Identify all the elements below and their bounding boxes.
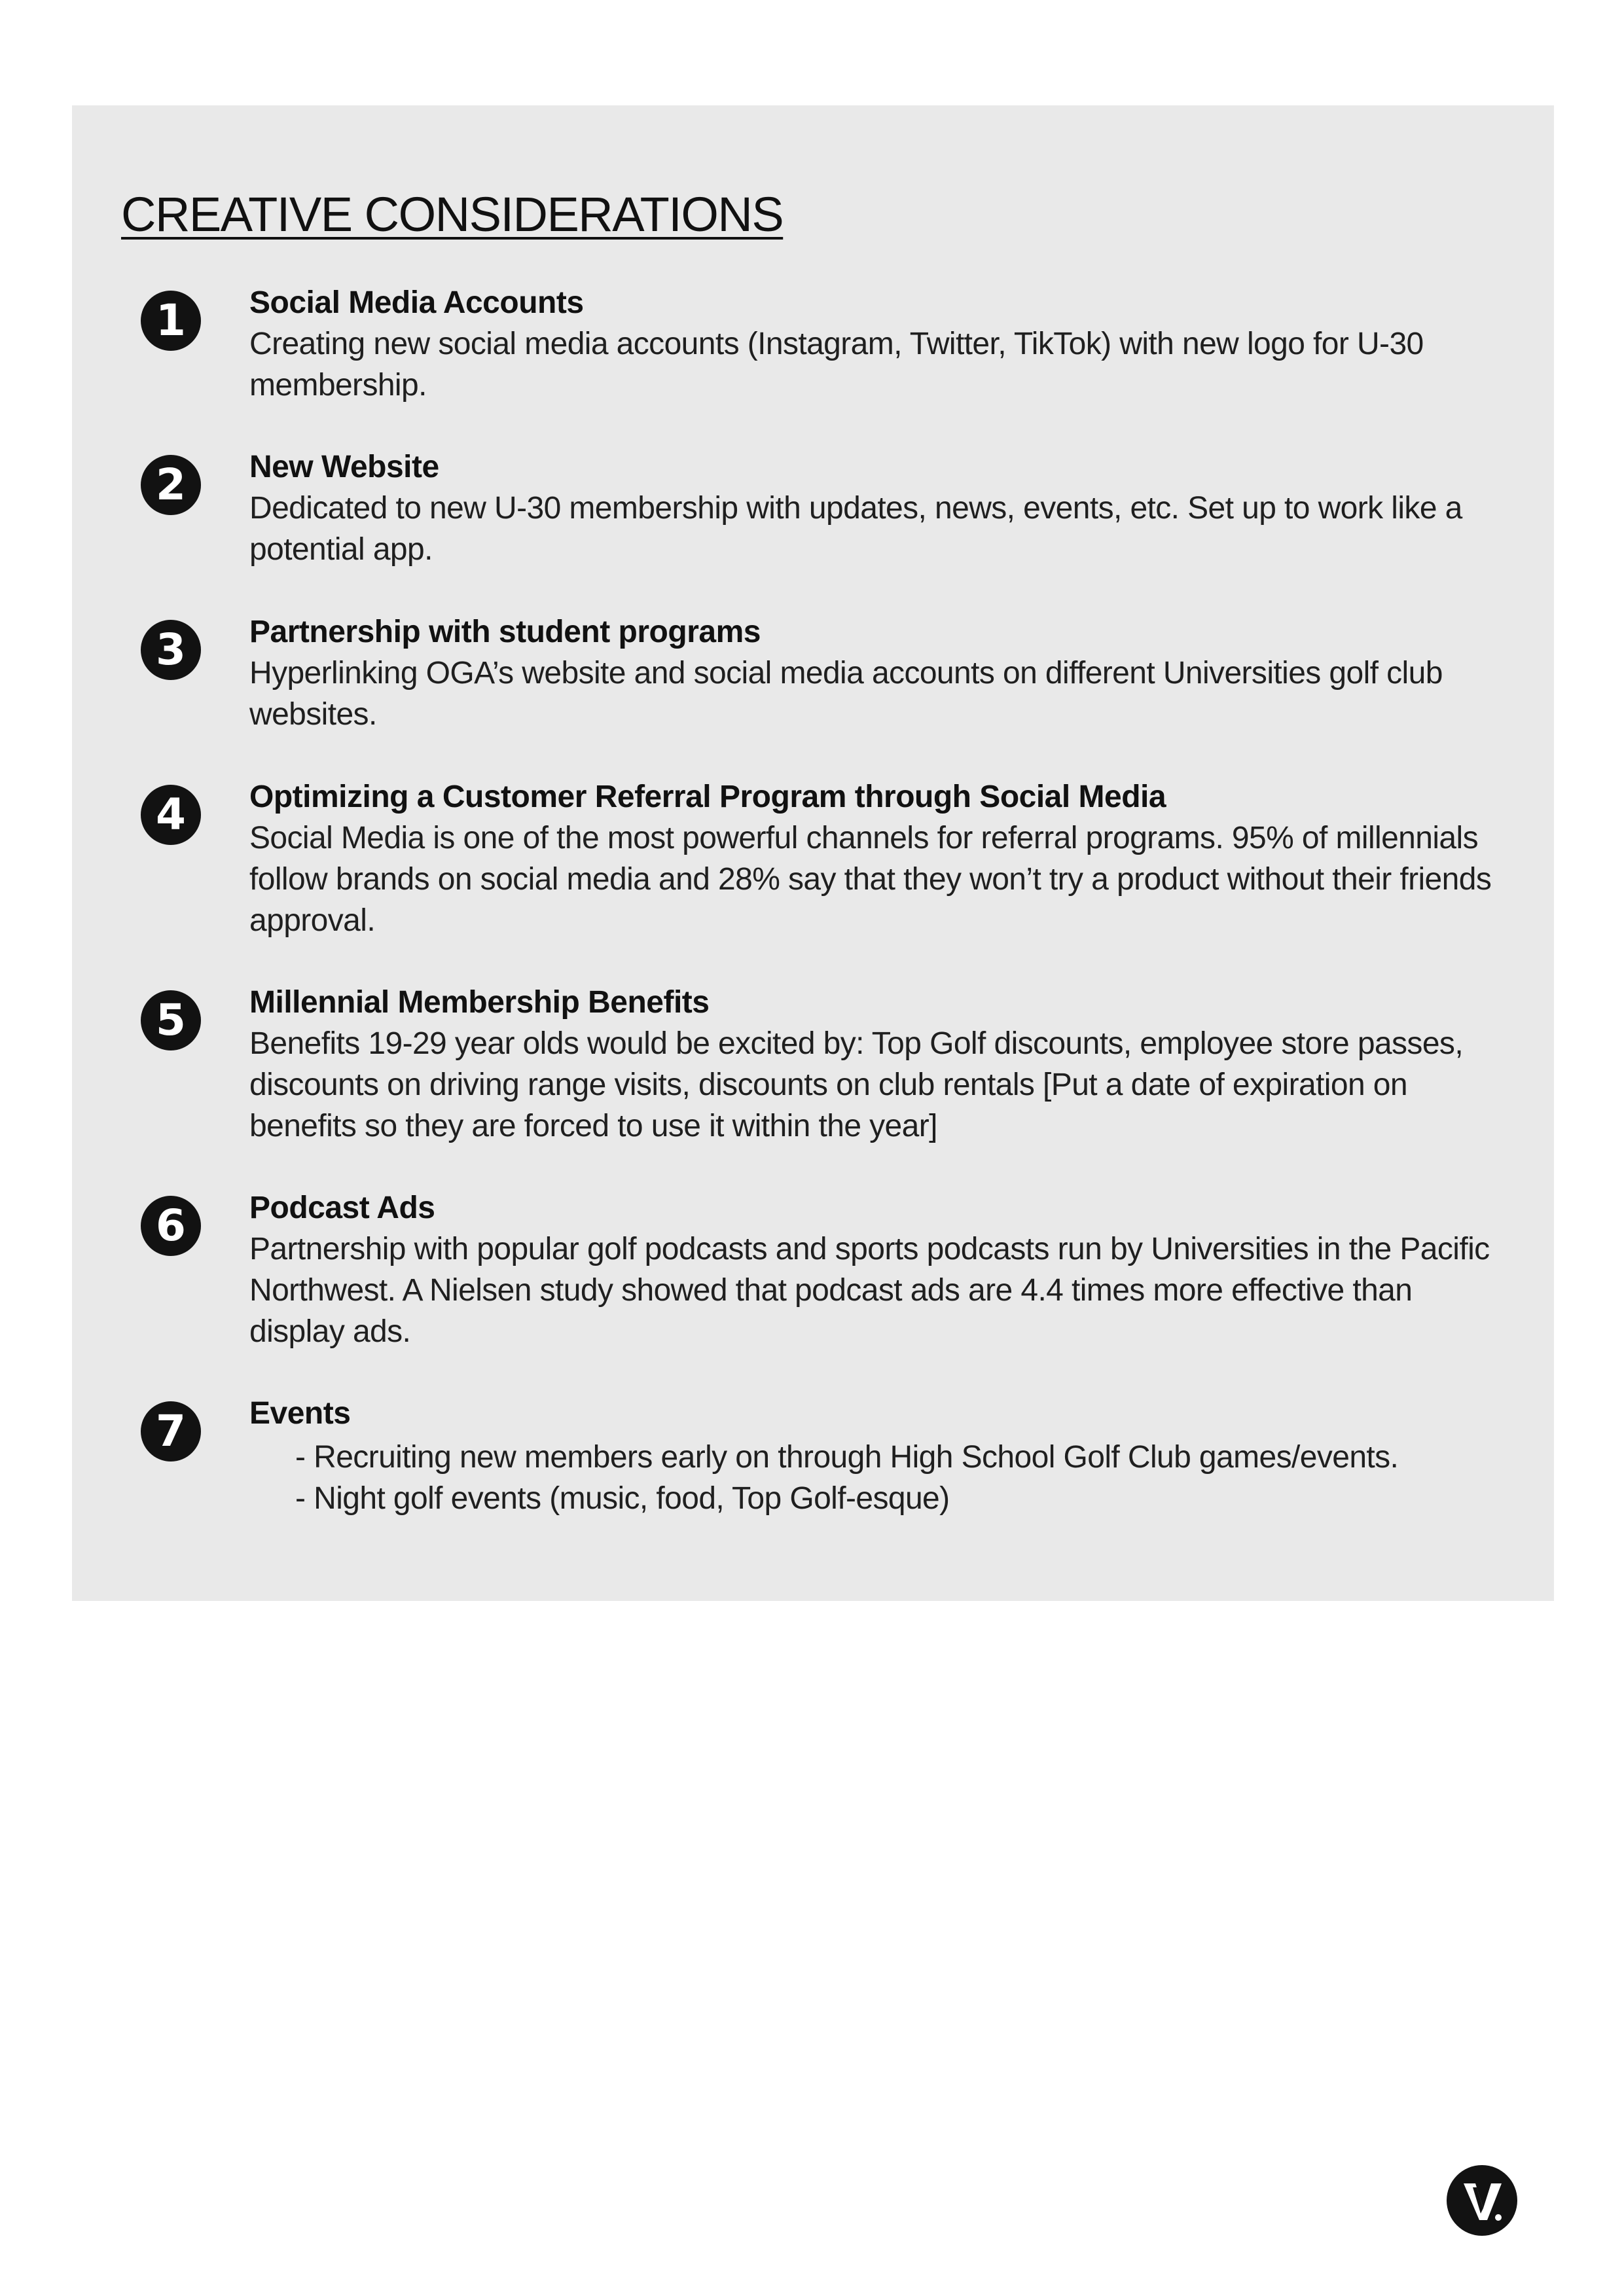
number-badge-icon: 4 — [141, 785, 201, 845]
number-badge-icon: 7 — [141, 1401, 201, 1462]
item-content — [249, 282, 1506, 406]
item-content — [249, 1187, 1506, 1352]
events-bullet-list — [249, 1437, 1506, 1519]
v-logo-icon — [1447, 2165, 1517, 2236]
item-title: Optimizing a Customer Referral Program through Social Media — [249, 780, 1166, 814]
number-badge-icon: 5 — [141, 990, 201, 1050]
item-content — [249, 1393, 1506, 1519]
item-title: Events — [249, 1396, 351, 1431]
item-content — [249, 982, 1506, 1147]
creative-considerations-panel — [72, 105, 1554, 1601]
item-body: Benefits 19-29 year olds would be excited by: Top Golf discounts, employee store passes, discounts on driving range visits, discounts on club rentals [Put a date of expiration on benefits so they are forced to use it within the year] — [249, 1026, 1464, 1143]
item-title: Podcast Ads — [249, 1191, 435, 1225]
number-badge-icon: 3 — [141, 620, 201, 680]
number-badge-icon: 2 — [141, 455, 201, 515]
item-body: Hyperlinking OGA’s website and social media accounts on different Universities golf club websites. — [249, 656, 1443, 732]
page-title: CREATIVE CONSIDERATIONS — [121, 187, 784, 242]
item-title: Social Media Accounts — [249, 285, 584, 320]
item-body: Creating new social media accounts (Instagram, Twitter, TikTok) with new logo for U-30 membership. — [249, 327, 1424, 403]
item-title: Millennial Membership Benefits — [249, 985, 710, 1020]
item-body: Social Media is one of the most powerful channels for referral programs. 95% of millennials follow brands on social media and 28% say that they won’t try a product without their friends approval. — [249, 821, 1492, 938]
item-title: Partnership with student programs — [249, 615, 761, 649]
number-badge-icon: 6 — [141, 1196, 201, 1256]
item-body: Partnership with popular golf podcasts and sports podcasts run by Universities in the Pacific Northwest. A Nielsen study showed that podcast ads are 4.4 times more effective than display ads. — [249, 1232, 1490, 1349]
item-content — [249, 776, 1506, 941]
list-item: - Recruiting new members early on through High School Golf Club games/events. — [295, 1437, 1506, 1478]
item-title: New Website — [249, 450, 439, 484]
item-body: Dedicated to new U-30 membership with updates, news, events, etc. Set up to work like a potential app. — [249, 491, 1462, 567]
item-content — [249, 611, 1506, 735]
item-content — [249, 446, 1506, 570]
number-badge-icon: 1 — [141, 291, 201, 351]
list-item: - Night golf events (music, food, Top Golf-esque) — [295, 1478, 1506, 1519]
